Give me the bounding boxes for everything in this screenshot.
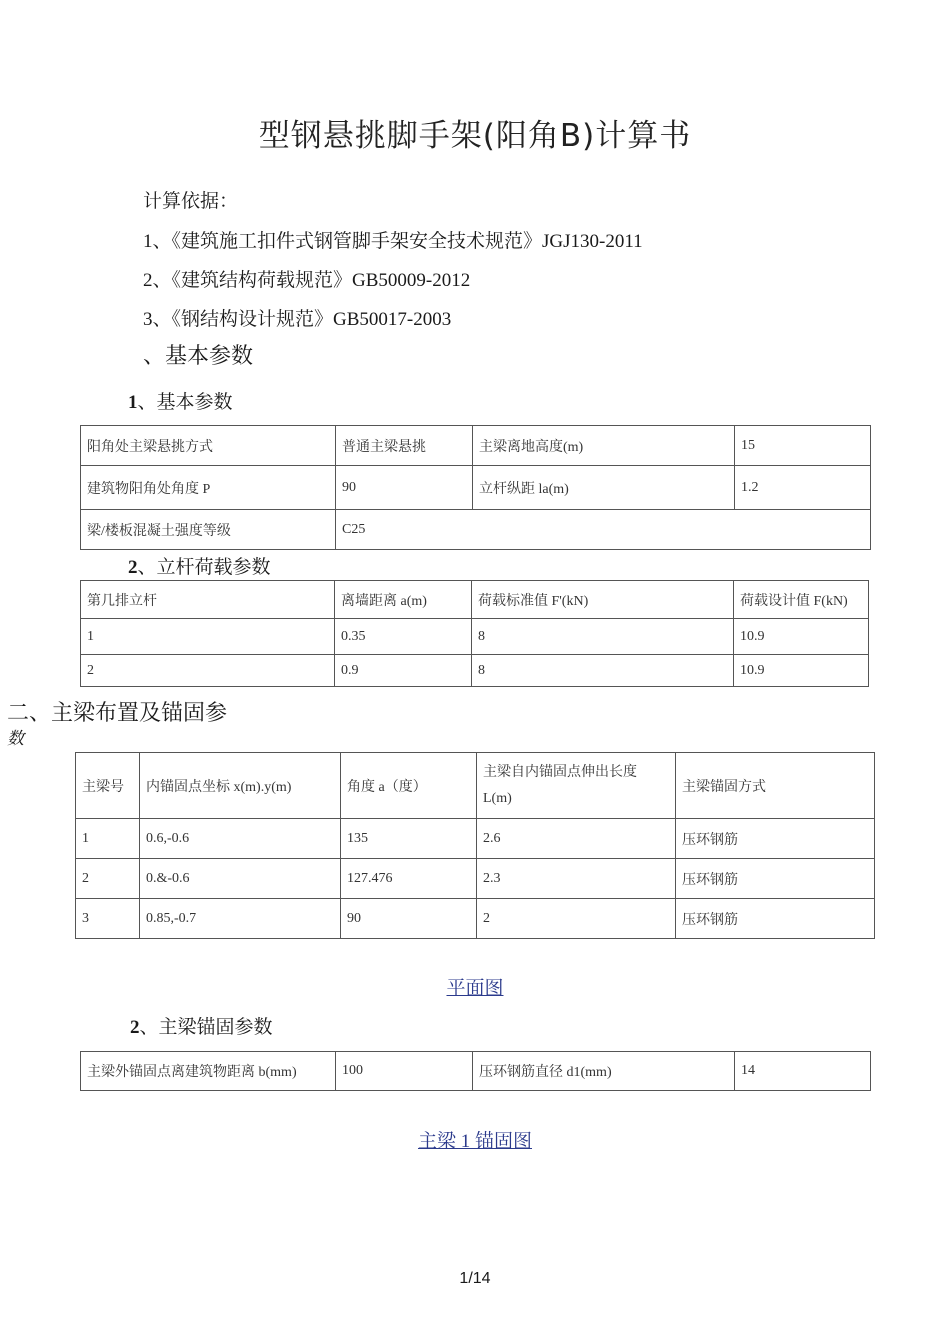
- basic-params-table: [80, 425, 871, 550]
- section-2-heading-continued: 数: [7, 729, 24, 748]
- plan-view-link[interactable]: 平面图: [446, 978, 504, 999]
- anchor-params-table: [80, 1051, 871, 1091]
- pole-load-table: [80, 580, 869, 687]
- table-row: 2 0.9 8 10.9: [81, 655, 869, 687]
- table-header-row: 主梁号 内锚固点坐标 x(m).y(m) 角度 a（度） 主梁自内锚固点伸出长度 L(m) 主梁锚固方式: [76, 753, 875, 819]
- table-row: 2 0.&-0.6 127.476 2.3 压环钢筋: [76, 859, 875, 899]
- basis-item-3: 3、《钢结构设计规范》GB50017-2003: [143, 309, 452, 330]
- basis-item-2: 2、《建筑结构荷载规范》GB50009-2012: [143, 270, 471, 291]
- subsection-basic-params: 1、基本参数: [128, 392, 233, 413]
- document-title: 型钢悬挑脚手架(阳角B)计算书: [258, 118, 692, 154]
- subsection-pole-load: 2、立杆荷载参数: [128, 557, 271, 578]
- table-row: 梁/楼板混凝土强度等级 C25: [81, 510, 871, 550]
- anchor-diagram-link[interactable]: 主梁 1 锚固图: [417, 1131, 532, 1152]
- table-row: 建筑物阳角处角度 P 90 立杆纵距 la(m) 1.2: [81, 466, 871, 510]
- main-beam-layout-table: [75, 752, 875, 939]
- page-number: 1/14: [459, 1270, 491, 1287]
- table-row: 主梁外锚固点离建筑物距离 b(mm) 100 压环钢筋直径 d1(mm) 14: [81, 1052, 871, 1091]
- basis-heading: 计算依据：: [143, 191, 239, 212]
- section-1-heading: 、基本参数: [143, 343, 254, 368]
- table-header-row: 第几排立杆 离墙距离 a(m) 荷载标准值 F'(kN) 荷载设计值 F(kN): [81, 581, 869, 619]
- basis-item-1: 1、《建筑施工扣件式钢管脚手架安全技术规范》JGJ130-2011: [143, 231, 643, 252]
- section-2-heading: 二、主梁布置及锚固参: [7, 700, 228, 725]
- table-row: 1 0.35 8 10.9: [81, 619, 869, 655]
- table-row: 阳角处主梁悬挑方式 普通主梁悬挑 主梁离地高度(m) 15: [81, 426, 871, 466]
- table-row: 1 0.6,-0.6 135 2.6 压环钢筋: [76, 819, 875, 859]
- subsection-anchor-params: 2、主梁锚固参数: [130, 1017, 273, 1038]
- table-row: 3 0.85,-0.7 90 2 压环钢筋: [76, 899, 875, 939]
